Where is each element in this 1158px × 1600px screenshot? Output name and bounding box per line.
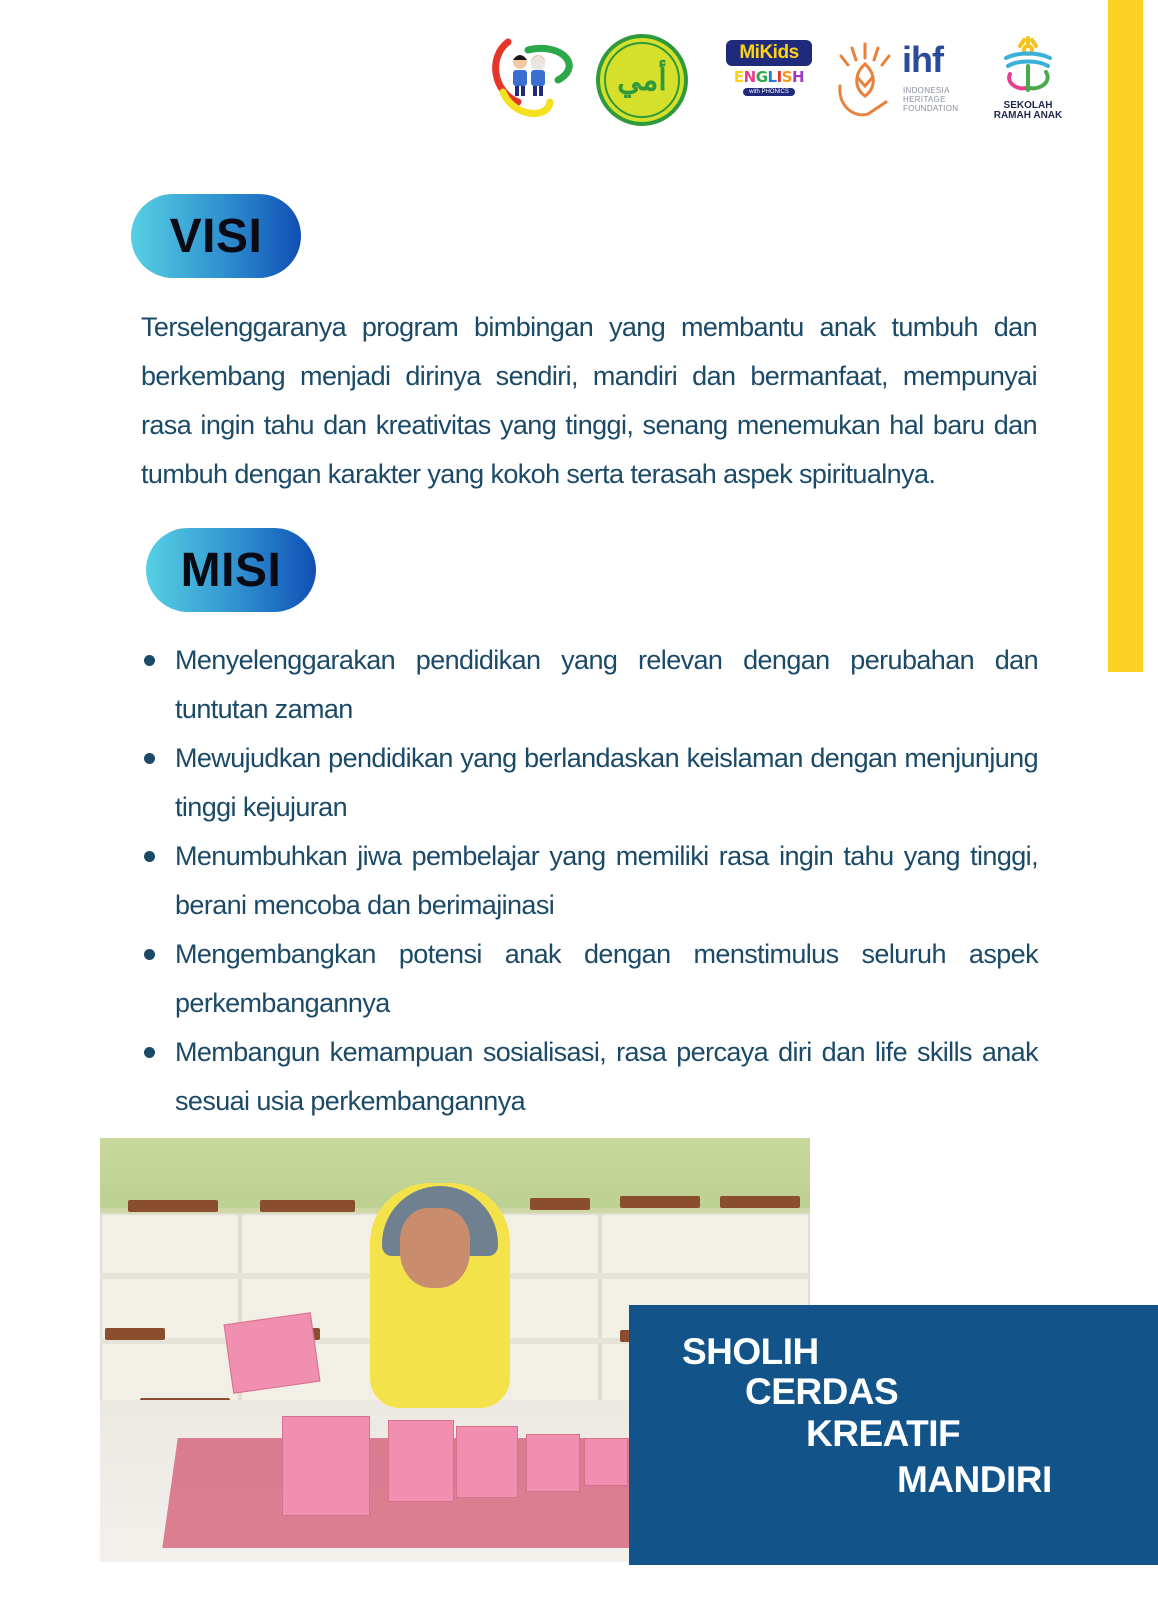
- misi-item: Membangun kemampuan sosialisasi, rasa percaya diri dan life skills anak sesuai usia perkembangannya: [140, 1028, 1038, 1126]
- misi-item: Mewujudkan pendidikan yang berlandaskan keislaman dengan menjunjung tinggi kejujuran: [140, 734, 1038, 832]
- school-children-logo: [488, 32, 580, 122]
- english-title: ENGLISH: [733, 68, 805, 86]
- bullet-icon: [144, 753, 155, 764]
- sekolah-ramah-anak-icon: [998, 36, 1058, 94]
- visi-heading-pill: [131, 194, 301, 278]
- yellow-accent-bar: [1108, 0, 1143, 672]
- bullet-icon: [144, 655, 155, 666]
- sekolah-ramah-anak-logo: [988, 36, 1068, 124]
- ihf-subtitle: INDONESIA HERITAGE FOUNDATION: [903, 86, 959, 113]
- sekolah-ramah-anak-text: SEKOLAH RAMAH ANAK: [993, 100, 1063, 121]
- phonics-badge: with PHONICS: [743, 88, 795, 96]
- visi-heading: VISI: [169, 209, 263, 263]
- ihf-title: ihf: [902, 39, 943, 80]
- misi-item: Menyelenggarakan pendidikan yang relevan dengan perubahan dan tuntutan zaman: [140, 636, 1038, 734]
- tagline-sholih: SHOLIH: [682, 1331, 819, 1372]
- lotus-hand-icon: [836, 42, 894, 120]
- tagline-cerdas: CERDAS: [745, 1371, 899, 1412]
- misi-item: Menumbuhkan jiwa pembelajar yang memiliki rasa ingin tahu yang tinggi, berani mencoba dan berimajinasi: [140, 832, 1038, 930]
- mikids-title: MiKids: [726, 40, 812, 66]
- tagline-box: [629, 1305, 1158, 1565]
- arabic-calligraphy-logo: [596, 34, 688, 126]
- calligraphy-text: أمي: [617, 62, 667, 98]
- mikids-english-logo: [726, 40, 812, 124]
- partner-logos: [488, 28, 1068, 128]
- misi-heading: MISI: [180, 543, 282, 597]
- tagline-mandiri: MANDIRI: [897, 1459, 1052, 1500]
- ihf-logo: [836, 39, 966, 122]
- misi-list: [140, 636, 1038, 1126]
- bullet-icon: [144, 851, 155, 862]
- misi-item: Mengembangkan potensi anak dengan menstimulus seluruh aspek perkembangannya: [140, 930, 1038, 1028]
- visi-text: Terselenggaranya program bimbingan yang membantu anak tumbuh dan berkembang menjadi dirinya sendiri, mandiri dan bermanfaat, mempunyai rasa ingin tahu dan kreativitas yang tinggi, senang menemukan hal baru dan tumbuh dengan karakter yang kokoh serta terasah aspek spiritualnya.: [141, 312, 1037, 489]
- tagline-kreatif: KREATIF: [806, 1413, 961, 1454]
- misi-heading-pill: [146, 528, 316, 612]
- bullet-icon: [144, 949, 155, 960]
- bullet-icon: [144, 1047, 155, 1058]
